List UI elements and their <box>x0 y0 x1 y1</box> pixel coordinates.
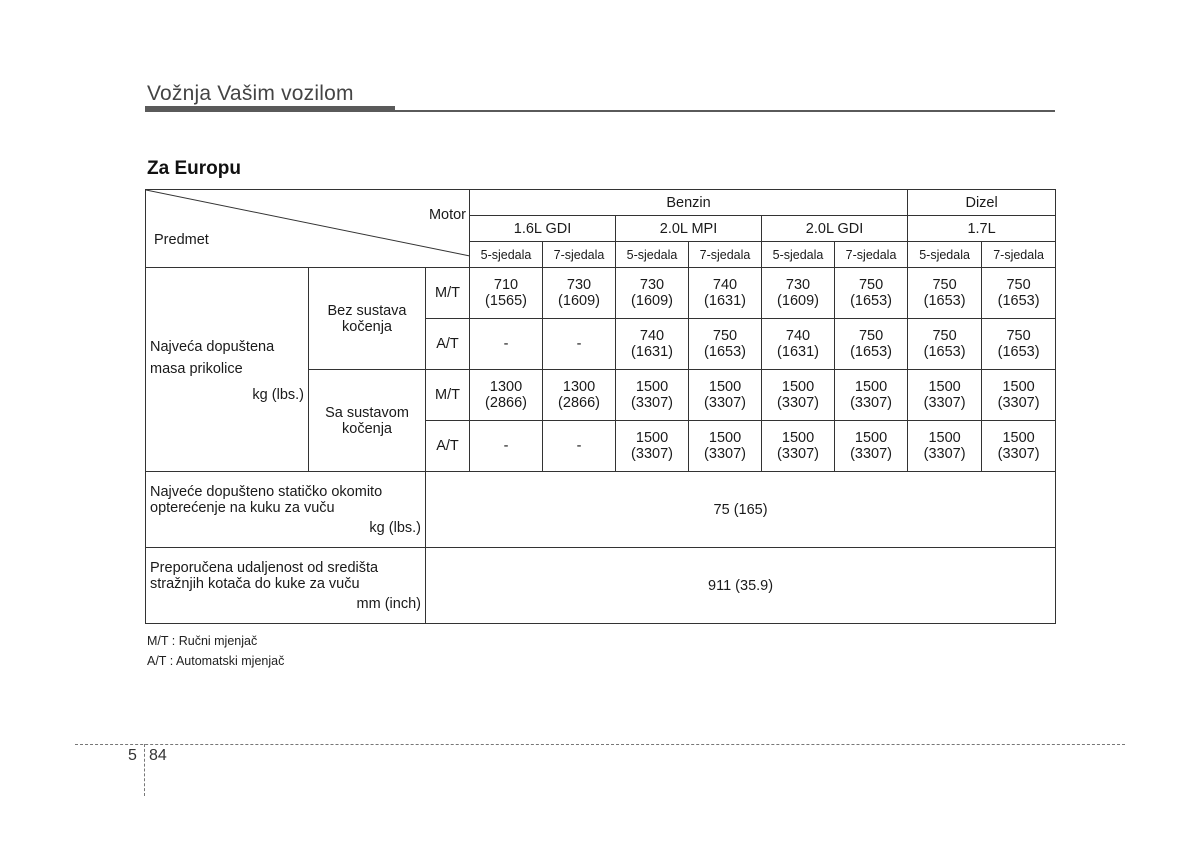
header-engine: 2.0L MPI <box>616 216 762 242</box>
value-cell <box>616 319 689 370</box>
value-lbs: (2866) <box>558 395 600 411</box>
value-cell <box>470 268 543 319</box>
value-lbs: (3307) <box>704 446 746 462</box>
value-kg: 1500 <box>1002 379 1035 395</box>
value-lbs: (3307) <box>923 395 966 411</box>
value-cell <box>616 370 689 421</box>
value-kg: 730 <box>785 277 811 293</box>
table-corner-cell <box>146 190 470 268</box>
footer-dashed-rule <box>75 744 1125 745</box>
group-label-with-brakes <box>309 370 426 472</box>
page-header-title: Vožnja Vašim vozilom <box>147 82 354 105</box>
value-lbs: (1631) <box>631 344 673 360</box>
header-rule-thick <box>145 106 395 112</box>
label-line: Najveće dopušteno statičko okomito <box>150 483 383 500</box>
label-line: opterećenje na kuku za vuču <box>150 499 335 516</box>
value-cell <box>616 268 689 319</box>
header-benzin: Benzin <box>470 190 908 216</box>
value-kg: 730 <box>566 277 592 293</box>
value-kg: 1500 <box>708 430 742 446</box>
value-kg: 750 <box>712 328 738 344</box>
value-kg: 1300 <box>489 379 523 395</box>
value-cell <box>762 370 835 421</box>
header-seats: 5-sjedala <box>762 242 835 268</box>
label-line: masa prikolice <box>150 361 243 377</box>
value-vertical-load: 75 (165) <box>426 472 1056 548</box>
header-seats: 7-sjedala <box>835 242 908 268</box>
value-cell <box>689 421 762 472</box>
value-lbs: (1653) <box>850 293 892 309</box>
header-seats: 5-sjedala <box>616 242 689 268</box>
header-seats: 7-sjedala <box>689 242 762 268</box>
value-cell <box>543 319 616 370</box>
value-lbs: (1653) <box>850 344 892 360</box>
corner-diagonal <box>146 190 470 268</box>
value-lbs: (1653) <box>704 344 746 360</box>
value-hitch-distance: 911 (35.9) <box>426 548 1056 624</box>
value-cell <box>835 268 908 319</box>
label-unit: kg (lbs.) <box>252 387 304 403</box>
row-label-hitch-distance <box>146 548 426 624</box>
value-cell <box>616 421 689 472</box>
value-lbs: (3307) <box>923 446 966 462</box>
value-lbs: (1653) <box>997 344 1040 360</box>
value-cell <box>982 421 1056 472</box>
value-kg: - <box>576 438 582 454</box>
value-lbs: (3307) <box>997 395 1040 411</box>
footer-dashed-divider <box>144 744 145 796</box>
value-lbs: (3307) <box>850 446 892 462</box>
value-kg: 740 <box>639 328 665 344</box>
value-kg: 710 <box>493 277 519 293</box>
label-line: Preporučena udaljenost od središta <box>150 559 379 576</box>
footnote-mt: M/T : Ručni mjenjač <box>147 634 258 648</box>
value-lbs: (1653) <box>923 293 966 309</box>
label-unit: kg (lbs.) <box>369 519 421 536</box>
value-kg: 750 <box>1006 328 1031 344</box>
value-lbs: (1631) <box>777 344 819 360</box>
value-kg: 1500 <box>1002 430 1035 446</box>
value-kg: 1500 <box>781 379 815 395</box>
value-lbs: (2866) <box>485 395 527 411</box>
value-kg: - <box>576 336 582 352</box>
value-cell <box>689 370 762 421</box>
row-label-max-trailer-mass <box>146 268 309 472</box>
header-engine: 1.6L GDI <box>470 216 616 242</box>
value-kg: 1500 <box>635 430 669 446</box>
towing-spec-table <box>145 189 1056 624</box>
value-kg: 750 <box>858 328 884 344</box>
header-seats: 7-sjedala <box>543 242 616 268</box>
group-label-no-brakes <box>309 268 426 370</box>
value-cell <box>908 370 982 421</box>
label-line: Sa sustavom <box>325 404 409 421</box>
value-lbs: (3307) <box>777 395 819 411</box>
value-cell <box>908 319 982 370</box>
label-line: kočenja <box>342 420 392 437</box>
header-dizel: Dizel <box>908 190 1056 216</box>
value-cell <box>762 268 835 319</box>
footnotes <box>147 631 284 671</box>
label-line: Najveća dopuštena <box>150 339 275 355</box>
header-engine: 2.0L GDI <box>762 216 908 242</box>
value-cell <box>982 370 1056 421</box>
value-kg: 1500 <box>635 379 669 395</box>
value-kg: 750 <box>858 277 884 293</box>
header-engine: 1.7L <box>908 216 1056 242</box>
value-lbs: (1653) <box>923 344 966 360</box>
header-seats: 7-sjedala <box>982 242 1056 268</box>
value-cell <box>470 370 543 421</box>
footnote-at: A/T : Automatski mjenjač <box>147 654 285 668</box>
value-kg: 1500 <box>928 430 961 446</box>
label-line: stražnjih kotača do kuke za vuču <box>150 575 360 592</box>
value-kg: 750 <box>1006 277 1031 293</box>
label-line: Bez sustava <box>327 302 407 319</box>
value-cell <box>689 319 762 370</box>
transmission-label: M/T <box>426 268 470 319</box>
value-cell <box>470 319 543 370</box>
header-rule-thin <box>395 110 1055 112</box>
value-kg: 740 <box>712 277 738 293</box>
value-lbs: (3307) <box>850 395 892 411</box>
value-cell <box>543 370 616 421</box>
value-cell <box>908 421 982 472</box>
value-lbs: (1609) <box>777 293 819 309</box>
row-label-vertical-load <box>146 472 426 548</box>
value-kg: 1500 <box>928 379 961 395</box>
value-kg: - <box>503 336 509 352</box>
header-seats: 5-sjedala <box>470 242 543 268</box>
value-cell <box>835 421 908 472</box>
section-title: Za Europu <box>147 158 241 179</box>
value-lbs: (1609) <box>631 293 673 309</box>
value-lbs: (3307) <box>631 395 673 411</box>
label-line: kočenja <box>342 318 392 335</box>
value-cell <box>762 319 835 370</box>
value-kg: 1300 <box>562 379 596 395</box>
value-cell <box>835 319 908 370</box>
page-number: 84 <box>149 747 167 764</box>
value-kg: 750 <box>932 277 957 293</box>
value-cell <box>543 268 616 319</box>
corner-label-motor: Motor <box>428 207 467 223</box>
section-number: 5 <box>128 747 137 764</box>
header-seats: 5-sjedala <box>908 242 982 268</box>
value-lbs: (1565) <box>485 293 527 309</box>
value-lbs: (1653) <box>997 293 1040 309</box>
value-kg: 730 <box>639 277 665 293</box>
value-lbs: (1631) <box>704 293 746 309</box>
value-lbs: (3307) <box>704 395 746 411</box>
value-kg: 1500 <box>781 430 815 446</box>
value-kg: 740 <box>785 328 811 344</box>
value-lbs: (3307) <box>777 446 819 462</box>
value-cell <box>543 421 616 472</box>
label-unit: mm (inch) <box>356 595 421 612</box>
transmission-label: A/T <box>426 421 470 472</box>
value-lbs: (1609) <box>558 293 600 309</box>
value-kg: 1500 <box>708 379 742 395</box>
value-kg: 1500 <box>854 379 888 395</box>
value-cell <box>908 268 982 319</box>
value-cell <box>689 268 762 319</box>
value-kg: 1500 <box>854 430 888 446</box>
value-kg: - <box>503 438 509 454</box>
value-cell <box>470 421 543 472</box>
value-lbs: (3307) <box>997 446 1040 462</box>
value-cell <box>982 268 1056 319</box>
value-kg: 750 <box>932 328 957 344</box>
transmission-label: M/T <box>426 370 470 421</box>
value-cell <box>835 370 908 421</box>
value-lbs: (3307) <box>631 446 673 462</box>
value-cell <box>762 421 835 472</box>
corner-label-predmet: Predmet <box>154 232 209 248</box>
transmission-label: A/T <box>426 319 470 370</box>
value-cell <box>982 319 1056 370</box>
